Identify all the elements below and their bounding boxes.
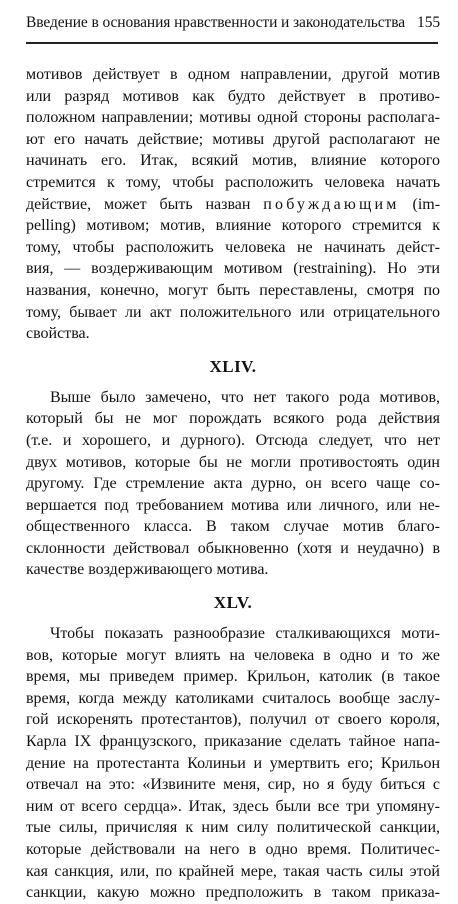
header-rule — [26, 42, 438, 44]
text-line: общественного класса. В таком случае мотив благо- — [26, 518, 440, 536]
page-number: 155 — [417, 14, 440, 31]
text-fragment: действие, может быть назван — [26, 195, 251, 213]
text-line: вия, — воздерживающим мотивом (restraining). Но эти — [26, 260, 440, 278]
text-line: Выше было замечено, что нет такого рода мотивов, — [50, 388, 440, 406]
section-heading-xlv: XLV. — [213, 593, 253, 613]
text-line: pelling) мотивом; мотив, влияние которого стремится к — [26, 217, 440, 235]
text-line: двух мотивов, которые бы не могли противостоять один — [26, 453, 440, 471]
paragraph-xlv — [26, 623, 440, 904]
text-line: дение на протестанта Колиньи и умертвить его; Крильон — [26, 754, 440, 772]
section-heading-xliv: XLIV. — [209, 356, 257, 376]
text-line: вершается под требованием мотива или личного, или не- — [26, 496, 440, 514]
text-line: который бы не мог порождать всякого рода действия — [26, 410, 440, 428]
running-header — [26, 0, 440, 32]
text-line-with-spaced-term — [26, 194, 440, 216]
text-line: свойства. — [26, 325, 90, 343]
body-text — [26, 64, 440, 904]
text-line: отвечал на это: «Извините меня, сир, но я буду биться с — [26, 776, 440, 794]
text-fragment: (im- — [412, 195, 441, 213]
text-line: положном направлении; мотивы одной стороны располага- — [26, 109, 440, 127]
text-line: стремится к тому, чтобы расположить человека начать — [26, 173, 440, 191]
text-line: мотивов действует в одном направлении, другой мотив — [26, 66, 440, 83]
text-line: Чтобы показать разнообразие сталкивающихся моти- — [50, 625, 440, 643]
text-line: вов, которые могут влиять на человека в одно и то же — [26, 646, 440, 664]
text-line: которые действовали на него в одно время. Политичес- — [26, 841, 440, 858]
text-line: другому. Где стремление акта дурно, он всего чаще со- — [26, 475, 440, 493]
text-line: или разряд мотивов как будто действует в противо- — [26, 87, 440, 105]
text-line: (т.е. и хорошего, и дурного). Отсюда следует, что нет — [26, 431, 440, 449]
paragraph-xliv — [26, 387, 440, 581]
text-line: кая санкция, или, по крайней мере, такая часть силы этой — [26, 862, 440, 880]
text-line: тому, бывает ли акт положительного или отрицательного — [26, 303, 440, 321]
text-line: время, мы приведем пример. Крильон, католик (в такое — [26, 668, 440, 686]
text-line: санкции, какую можно предположить в таком приказа- — [26, 884, 440, 902]
text-line: тые силы, причисляя к ним силу политической санкции, — [26, 819, 440, 837]
paragraph-continuation — [26, 64, 440, 345]
text-line: качестве воздерживающего мотива. — [26, 561, 269, 579]
text-line: ним от всего сердца». Итак, здесь были все три упомяну- — [26, 797, 440, 815]
text-line: названия, конечно, могут быть переставлены, смотря по — [26, 281, 440, 299]
text-line: тому, чтобы расположить человека не начинать дейст- — [26, 238, 440, 256]
text-line: гой искоренять протестантов), получил от своего короля, — [26, 711, 440, 729]
spaced-term: побуждающим — [263, 195, 400, 213]
text-line: начинать его. Итак, всякий мотив, влияние которого — [26, 152, 440, 170]
text-line: Карла IX французского, приказание сделать тайное напа- — [26, 733, 440, 751]
running-title: Введение в основания нравственности и законодательства — [26, 14, 405, 31]
text-line: время, когда между католиками считалось вообще заслу- — [26, 689, 440, 707]
text-line: склонности действовал обыкновенно (хотя и неудачно) в — [26, 539, 440, 557]
text-line: ют его начать действие; мотивы другой располагают не — [26, 130, 440, 148]
